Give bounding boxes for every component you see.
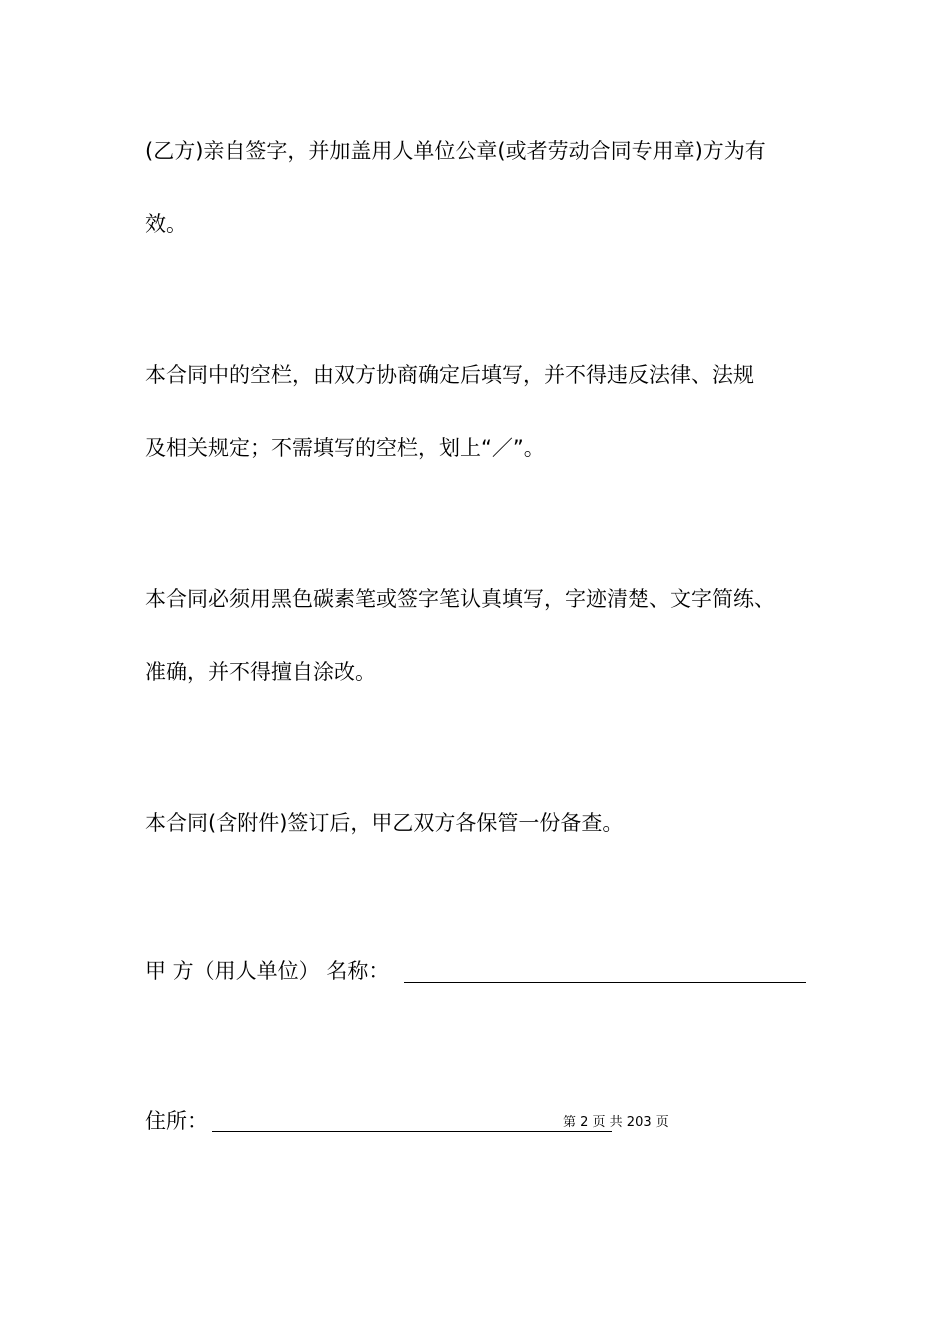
page-number: 第 2 页 共 203 页 xyxy=(563,1115,669,1130)
paragraph-1-line-2: 效。 xyxy=(145,212,187,236)
paragraph-2-line-2: 及相关规定；不需填写的空栏，划上“／”。 xyxy=(145,436,545,460)
paragraph-3-line-1: 本合同必须用黑色碳素笔或签字笔认真填写，字迹清楚、文字简练、 xyxy=(145,587,775,611)
address-label: 住所： xyxy=(145,1109,208,1133)
employer-name-row xyxy=(145,957,389,985)
address-blank[interactable] xyxy=(212,1131,612,1132)
paragraph-3-line-2: 准确，并不得擅自涂改。 xyxy=(145,660,376,684)
paragraph-4-line-1: 本合同(含附件)签订后，甲乙双方各保管一份备查。 xyxy=(145,811,624,835)
employer-name-blank[interactable] xyxy=(404,982,806,983)
paragraph-1-line-1: (乙方)亲自签字，并加盖用人单位公章(或者劳动合同专用章)方为有 xyxy=(145,139,766,163)
paragraph-2-line-1: 本合同中的空栏，由双方协商确定后填写，并不得违反法律、法规 xyxy=(145,363,754,387)
employer-name-label: 甲 方（用人单位） 名称： xyxy=(145,959,390,983)
address-row xyxy=(145,1107,208,1135)
